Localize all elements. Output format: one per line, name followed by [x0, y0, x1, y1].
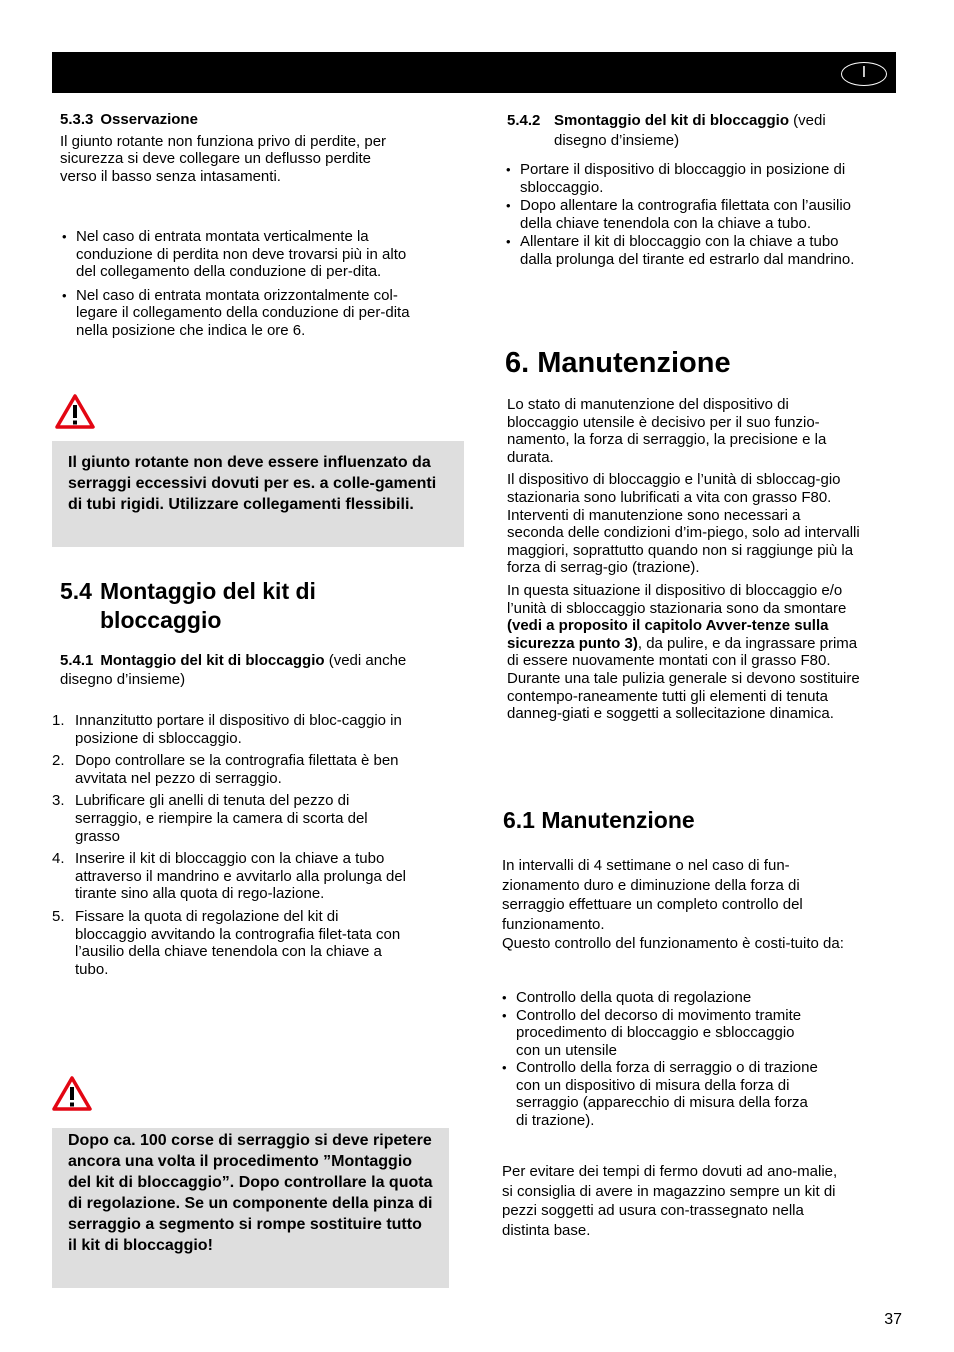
- paragraph: In intervalli di 4 settimane o nel caso di fun-zionamento duro e diminuzione della forza di serraggio effettuare un completo controllo del funzionamento.: [502, 857, 803, 933]
- assembly-steps: [52, 712, 407, 983]
- paragraph: Il giunto rotante non funziona privo di perdite, per sicurezza si deve collegare un deflusso perdite verso il basso senza intasamenti.: [60, 132, 387, 185]
- section-5-4-heading: [60, 577, 405, 635]
- paragraph: Per evitare dei tempi di fermo dovuti ad ano-malie, si consiglia di avere in magazzino sempre un kit di pezzi soggetti ad usura con-trassegnato nella distinta base.: [502, 1163, 838, 1239]
- list-item: 3. Lubrificare gli anelli di tenuta del pezzo di serraggio, e riempire la camera di scorta del grasso: [52, 792, 368, 845]
- section-5-3-3-heading: [60, 111, 405, 129]
- section-number: 5.4.1: [60, 652, 94, 669]
- list-item: • Controllo della forza di serraggio o di trazione con un dispositivo di misura della forza di serraggio (apparecchio di misura della forza di trazione).: [502, 1059, 822, 1129]
- section-number: 5.4.2: [507, 112, 541, 129]
- section-title: Smontaggio del kit di bloccaggio: [554, 112, 790, 129]
- section-title-suffix: (vedi disegno d’insieme): [554, 112, 826, 149]
- section-6-1-bullets: [502, 989, 822, 1129]
- section-5-4-1: [60, 651, 460, 689]
- list-item: • Dopo allentare la contrografia filettata con l’ausilio della chiave tenendola con la chiave a tubo.: [506, 197, 860, 232]
- list-item: • Nel caso di entrata montata verticalmente la conduzione di perdita non deve trovarsi più in alto del collegamento della conduzione di per-dita.: [62, 228, 414, 281]
- section-title: Osservazione: [100, 111, 198, 128]
- section-6-1-intro: [502, 856, 846, 954]
- warning-text: Il giunto rotante non deve essere influenzato da serraggi eccessivi dovuti per es. a colle-gamenti di tubi rigidi. Utilizzare collegamenti flessibili.: [68, 454, 437, 513]
- list-item: 5. Fissare la quota di regolazione del kit di bloccaggio avvitando la contrografia filet-tata con l’ausilio della chiave tenendola con la chiave a tubo.: [52, 907, 401, 978]
- safety-reference: (vedi a proposito il capitolo Avver-tenze sulla sicurezza punto 3): [507, 617, 829, 652]
- list-item: • Portare il dispositivo di bloccaggio in posizione di sbloccaggio.: [506, 161, 860, 196]
- section-6-1-title: 6.1 Manutenzione: [503, 807, 695, 833]
- list-item: • Nel caso di entrata montata orizzontalmente col-legare il collegamento della conduzione di per-dita nella posizione che indica le ore 6.: [62, 287, 414, 340]
- section-title-line: Montaggio del kit di: [100, 578, 316, 604]
- section-5-4-2: [507, 111, 867, 151]
- section-title-line: bloccaggio: [100, 607, 222, 633]
- paragraph: Il dispositivo di bloccaggio e l’unità di sbloccag-gio stazionaria sono lubrificati a vita con grasso F80. Interventi di manutenzione sono necessari a seconda delle condizioni d’im-piego, solo ad intervalli maggiori, soprattutto quando non si raggiunge più la forza di serrag-gio (trazione).: [507, 471, 860, 577]
- list-item: • Allentare il kit di bloccaggio con la chiave a tubo dalla prolunga del tirante ed estrarlo dal mandrino.: [506, 233, 860, 268]
- section-number: 5.3.3: [60, 111, 94, 128]
- section-6-text: [507, 396, 861, 723]
- warning-text: Dopo ca. 100 corse di serraggio si deve ripetere ancora una volta il procedimento ”Montaggio del kit di bloccaggio”. Dopo controllare la quota di regolazione. Se un componente della pinza di serraggio a segmento si rompe sostituire tutto il kit di bloccaggio!: [68, 1132, 433, 1254]
- warning-box: [52, 1128, 449, 1288]
- disassembly-bullets: [506, 161, 860, 275]
- list-item: 1. Innanzitutto portare il dispositivo di bloc-caggio in posizione di sbloccaggio.: [52, 712, 402, 747]
- list-item: • Controllo del decorso di movimento tramite procedimento di bloccaggio e sbloccaggio con un utensile: [502, 1007, 822, 1060]
- page-number: 37: [884, 1311, 902, 1328]
- paragraph: Questo controllo del funzionamento è costi-tuito da:: [502, 935, 844, 952]
- chapter-title: 6. Manutenzione: [505, 347, 731, 379]
- section-number: 5.4: [60, 578, 92, 604]
- section-5-3-3: [60, 111, 405, 185]
- section-title-suffix: (vedi anche disegno d’insieme): [60, 652, 407, 688]
- section-title: Montaggio del kit di bloccaggio: [100, 652, 325, 669]
- paragraph: In questa situazione il dispositivo di bloccaggio e/o l’unità di sbloccaggio stazionaria sono da smontare (vedi a proposito il capitolo Avver-tenze sulla sicurezza punto 3), da pulire, e da ingrassare prima di essere nuovamente montati con il grasso F80. Durante una tale pulizia generale si devono sostituire contempo-raneamente tutti gli elementi di tenuta danneg-giati e soggetti a sollecitazione dinamica.: [507, 581, 860, 723]
- list-item: • Controllo della quota di regolazione: [502, 989, 822, 1007]
- language-badge: I: [841, 62, 887, 86]
- section-5-3-3-bullets: [62, 228, 414, 346]
- section-6-1-closing: [502, 1162, 842, 1240]
- header-bar: [52, 52, 896, 93]
- list-item: 2. Dopo controllare se la contrografia filettata è ben avvitata nel pezzo di serraggio.: [52, 752, 399, 787]
- list-item: 4. Inserire il kit di bloccaggio con la chiave a tubo attraverso il mandrino e avvitarlo alla prolunga del tirante sino alla quota di rego-lazione.: [52, 850, 407, 903]
- warning-triangle-icon: [52, 1075, 92, 1112]
- warning-triangle-icon: [55, 393, 95, 430]
- warning-box: [52, 441, 464, 547]
- paragraph: Lo stato di manutenzione del dispositivo di bloccaggio utensile è decisivo per il suo funzio-namento, la forza di serraggio, la precisione e la durata.: [507, 396, 827, 466]
